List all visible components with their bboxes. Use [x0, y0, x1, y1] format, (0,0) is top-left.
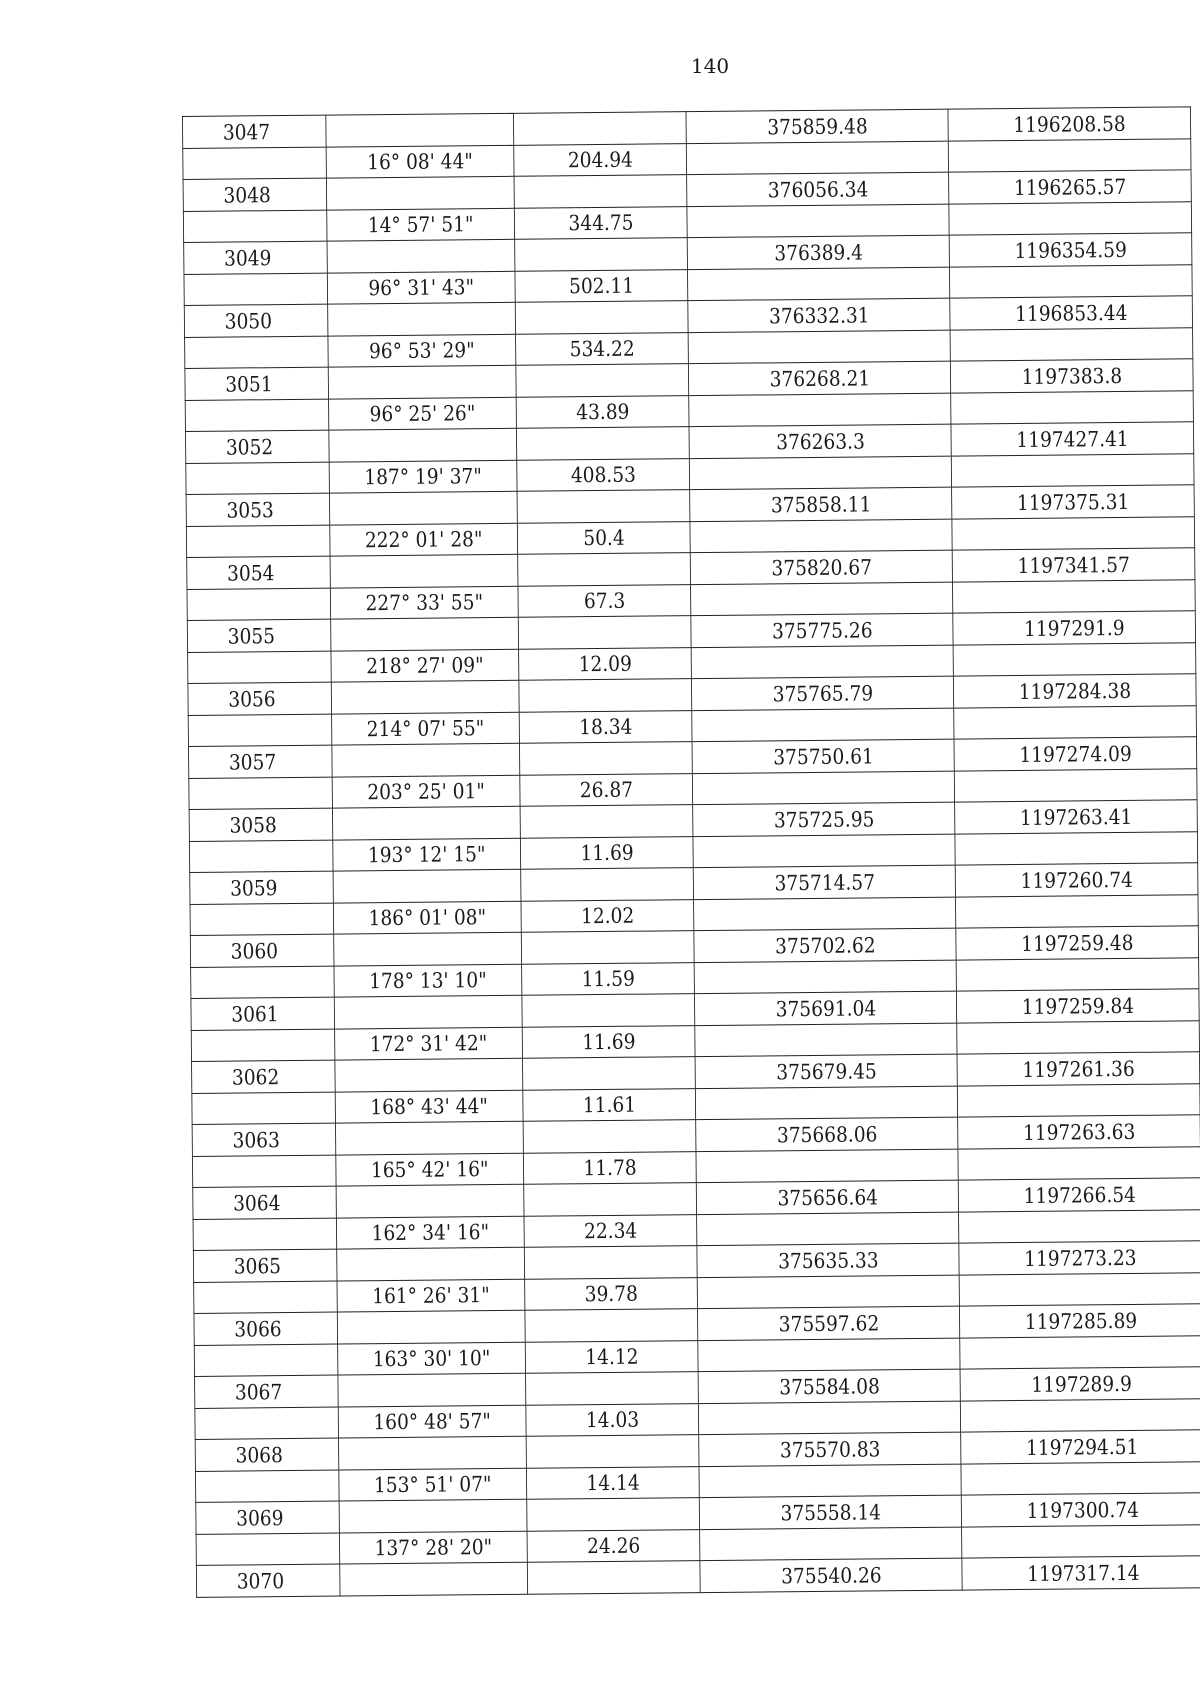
northing-cell [959, 1273, 1200, 1306]
distance-cell: 14.03 [526, 1404, 699, 1437]
station-cell: 3048 [183, 178, 327, 211]
distance-cell: 408.53 [517, 459, 690, 492]
easting-cell [696, 1149, 958, 1183]
bearing-cell: 96° 25' 26" [328, 397, 516, 430]
bearing-cell [332, 806, 520, 840]
station-cell: 3052 [185, 430, 329, 463]
bearing-cell: 96° 53' 29" [328, 334, 516, 367]
survey-table [182, 106, 1200, 1598]
easting-cell: 375702.62 [694, 928, 956, 963]
distance-cell [515, 301, 688, 335]
easting-cell: 376389.4 [688, 235, 950, 270]
easting-cell: 375691.04 [695, 991, 957, 1026]
easting-cell: 375540.26 [700, 1558, 962, 1593]
northing-cell: 1197261.36 [957, 1052, 1199, 1086]
bearing-cell [326, 176, 514, 210]
station-cell: 3068 [195, 1438, 339, 1471]
easting-cell [688, 267, 950, 301]
distance-cell: 11.69 [522, 1026, 695, 1059]
distance-cell [520, 742, 693, 776]
northing-cell: 1197274.09 [954, 737, 1196, 771]
bearing-cell: 16° 08' 44" [326, 145, 514, 178]
bearing-cell: 161° 26' 31" [337, 1279, 525, 1312]
distance-cell [523, 1057, 696, 1091]
easting-cell [700, 1527, 962, 1561]
station-cell [191, 966, 335, 998]
bearing-cell [338, 1436, 526, 1470]
northing-cell [956, 958, 1198, 991]
northing-cell: 1197317.14 [962, 1556, 1200, 1590]
northing-cell: 1197383.8 [951, 359, 1193, 393]
bearing-cell [329, 491, 517, 525]
northing-cell [958, 1147, 1200, 1180]
bearing-cell: 203° 25' 01" [332, 775, 520, 808]
easting-cell: 375570.83 [699, 1432, 961, 1467]
easting-cell [693, 834, 955, 868]
northing-cell [955, 832, 1197, 865]
easting-cell: 375656.64 [697, 1180, 959, 1215]
easting-cell [687, 141, 949, 175]
distance-cell: 14.14 [526, 1467, 699, 1500]
station-cell: 3056 [188, 682, 332, 715]
bearing-cell: 96° 31' 43" [327, 271, 515, 304]
easting-cell: 375765.79 [692, 676, 954, 711]
distance-cell [524, 1183, 697, 1217]
station-cell: 3054 [187, 556, 331, 589]
bearing-cell [335, 1058, 523, 1092]
easting-cell [696, 1086, 958, 1120]
station-cell [190, 903, 334, 935]
station-cell [185, 399, 329, 431]
easting-cell: 375635.33 [697, 1243, 959, 1278]
easting-cell: 375750.61 [692, 739, 954, 774]
easting-cell [689, 330, 951, 364]
station-cell: 3050 [184, 304, 328, 337]
northing-cell: 1197273.23 [959, 1241, 1200, 1275]
station-cell: 3062 [192, 1060, 336, 1093]
easting-cell [687, 204, 949, 238]
easting-cell: 375584.08 [698, 1369, 960, 1404]
northing-cell [960, 1336, 1200, 1369]
station-cell [189, 777, 333, 809]
distance-cell [523, 1120, 696, 1154]
station-cell [195, 1470, 339, 1502]
distance-cell: 67.3 [518, 585, 691, 618]
bearing-cell: 162° 34' 16" [336, 1216, 524, 1249]
bearing-cell [337, 1310, 525, 1344]
bearing-cell [333, 869, 521, 903]
easting-cell: 375597.62 [698, 1306, 960, 1341]
bearing-cell: 193° 12' 15" [333, 838, 521, 871]
easting-cell [693, 771, 955, 805]
northing-cell: 1197375.31 [952, 485, 1194, 519]
station-cell: 3061 [191, 997, 335, 1030]
distance-cell: 12.02 [521, 900, 694, 933]
bearing-cell: 227° 33' 55" [330, 586, 518, 619]
bearing-cell: 153° 51' 07" [339, 1468, 527, 1501]
distance-cell: 50.4 [517, 522, 690, 555]
distance-cell [527, 1561, 700, 1595]
bearing-cell [336, 1184, 524, 1218]
northing-cell: 1197260.74 [956, 863, 1198, 897]
station-cell [194, 1281, 338, 1313]
distance-cell [520, 805, 693, 839]
station-cell: 3055 [187, 619, 331, 652]
station-cell [185, 336, 329, 368]
bearing-cell [328, 365, 516, 399]
distance-cell: 24.26 [527, 1530, 700, 1563]
bearing-cell [328, 302, 516, 336]
distance-cell: 11.78 [523, 1152, 696, 1185]
station-cell [186, 462, 330, 494]
distance-cell [522, 994, 695, 1028]
distance-cell: 534.22 [516, 333, 689, 366]
distance-cell [526, 1372, 699, 1406]
bearing-cell [331, 680, 519, 714]
distance-cell: 502.11 [515, 270, 688, 303]
distance-cell [516, 364, 689, 398]
bearing-cell [339, 1499, 527, 1533]
station-cell [193, 1218, 337, 1250]
northing-cell [954, 706, 1196, 739]
easting-cell [690, 519, 952, 553]
bearing-cell [340, 1562, 528, 1596]
northing-cell [950, 328, 1192, 361]
northing-cell: 1197294.51 [961, 1430, 1200, 1464]
easting-cell [697, 1212, 959, 1246]
bearing-cell [334, 932, 522, 966]
station-cell: 3047 [182, 115, 326, 148]
bearing-cell: 178° 13' 10" [334, 964, 522, 997]
bearing-cell: 168° 43' 44" [335, 1090, 523, 1123]
bearing-cell: 172° 31' 42" [335, 1027, 523, 1060]
distance-cell: 39.78 [525, 1278, 698, 1311]
northing-cell: 1197263.63 [958, 1115, 1200, 1149]
bearing-cell [331, 617, 519, 651]
distance-cell [518, 616, 691, 650]
easting-cell: 375725.95 [693, 802, 955, 837]
easting-cell: 376268.21 [689, 361, 951, 396]
northing-cell [952, 454, 1194, 487]
station-cell [184, 273, 328, 305]
bearing-cell: 163° 30' 10" [338, 1342, 526, 1375]
northing-cell: 1196208.58 [948, 107, 1190, 141]
easting-cell: 375820.67 [691, 550, 953, 585]
bearing-cell: 187° 19' 37" [329, 460, 517, 493]
station-cell: 3067 [195, 1375, 339, 1408]
northing-cell [959, 1210, 1200, 1243]
distance-cell: 43.89 [516, 396, 689, 429]
page-number: 140 [690, 54, 730, 78]
station-cell: 3049 [184, 241, 328, 274]
bearing-cell [334, 995, 522, 1029]
easting-cell [690, 456, 952, 490]
station-cell [188, 651, 332, 683]
station-cell: 3065 [193, 1249, 337, 1282]
station-cell: 3069 [196, 1501, 340, 1534]
distance-cell: 204.94 [514, 144, 687, 177]
northing-cell: 1196354.59 [949, 233, 1191, 267]
station-cell [194, 1344, 338, 1376]
table-body [182, 107, 1200, 1598]
easting-cell [691, 582, 953, 616]
distance-cell [526, 1435, 699, 1469]
easting-cell [694, 897, 956, 931]
station-cell: 3060 [190, 934, 334, 967]
station-cell: 3059 [190, 871, 334, 904]
station-cell: 3070 [196, 1564, 340, 1597]
station-cell: 3066 [194, 1312, 338, 1345]
bearing-cell: 160° 48' 57" [338, 1405, 526, 1438]
distance-cell: 11.69 [520, 837, 693, 870]
easting-cell [692, 645, 954, 679]
easting-cell [698, 1275, 960, 1309]
distance-cell [524, 1246, 697, 1280]
distance-cell [527, 1498, 700, 1532]
northing-cell: 1197259.84 [957, 989, 1199, 1023]
station-cell: 3051 [185, 367, 329, 400]
northing-cell [958, 1084, 1200, 1117]
distance-cell: 344.75 [514, 207, 687, 240]
easting-cell: 375558.14 [700, 1495, 962, 1530]
easting-cell: 376332.31 [688, 298, 950, 333]
station-cell [191, 1029, 335, 1061]
distance-cell [519, 679, 692, 713]
bearing-cell [332, 743, 520, 777]
easting-cell [699, 1401, 961, 1435]
station-cell: 3053 [186, 493, 330, 526]
station-cell: 3063 [192, 1123, 336, 1156]
bearing-cell [327, 239, 515, 273]
northing-cell [953, 580, 1195, 613]
easting-cell: 376056.34 [687, 172, 949, 207]
distance-cell [521, 868, 694, 902]
bearing-cell [337, 1247, 525, 1281]
easting-cell: 375858.11 [690, 487, 952, 522]
distance-cell [525, 1309, 698, 1343]
distance-cell: 18.34 [519, 711, 692, 744]
station-cell [192, 1092, 336, 1124]
easting-cell: 375775.26 [691, 613, 953, 648]
bearing-cell [330, 554, 518, 588]
distance-cell [518, 553, 691, 587]
easting-cell: 375668.06 [696, 1117, 958, 1152]
station-cell [183, 210, 327, 242]
distance-cell: 14.12 [525, 1341, 698, 1374]
bearing-cell: 218° 27' 09" [331, 649, 519, 682]
easting-cell [695, 960, 957, 994]
distance-cell [513, 112, 686, 146]
northing-cell [955, 769, 1197, 802]
easting-cell [695, 1023, 957, 1057]
northing-cell: 1197266.54 [959, 1178, 1200, 1212]
northing-cell [961, 1399, 1200, 1432]
station-cell [192, 1155, 336, 1187]
easting-cell [689, 393, 951, 427]
northing-cell: 1197341.57 [953, 548, 1195, 582]
bearing-cell [335, 1121, 523, 1155]
northing-cell: 1197300.74 [962, 1493, 1200, 1527]
easting-cell: 376263.3 [689, 424, 951, 459]
station-cell [183, 147, 327, 179]
station-cell: 3058 [189, 808, 333, 841]
northing-cell: 1197427.41 [951, 422, 1193, 456]
northing-cell: 1197285.89 [960, 1304, 1200, 1338]
easting-cell: 375679.45 [695, 1054, 957, 1089]
station-cell [189, 840, 333, 872]
bearing-cell: 137° 28' 20" [339, 1531, 527, 1564]
northing-cell: 1197263.41 [955, 800, 1197, 834]
distance-cell [517, 490, 690, 524]
distance-cell: 22.34 [524, 1215, 697, 1248]
easting-cell: 375714.57 [694, 865, 956, 900]
station-cell [195, 1407, 339, 1439]
station-cell [186, 525, 330, 557]
easting-cell [692, 708, 954, 742]
northing-cell [949, 202, 1191, 235]
station-cell [187, 588, 331, 620]
northing-cell: 1197289.9 [960, 1367, 1200, 1401]
distance-cell [521, 931, 694, 965]
northing-cell: 1196265.57 [949, 170, 1191, 204]
distance-cell [515, 238, 688, 272]
distance-cell [517, 427, 690, 461]
station-cell [188, 714, 332, 746]
distance-cell: 11.59 [522, 963, 695, 996]
distance-cell: 26.87 [520, 774, 693, 807]
bearing-cell: 186° 01' 08" [333, 901, 521, 934]
northing-cell: 1197284.38 [954, 674, 1196, 708]
bearing-cell: 165° 42' 16" [336, 1153, 524, 1186]
station-cell: 3064 [193, 1186, 337, 1219]
station-cell: 3057 [188, 745, 332, 778]
easting-cell [699, 1464, 961, 1498]
bearing-cell: 14° 57' 51" [327, 208, 515, 241]
station-cell [196, 1533, 340, 1565]
northing-cell [951, 391, 1193, 424]
northing-cell [956, 895, 1198, 928]
distance-cell: 11.61 [523, 1089, 696, 1122]
northing-cell [949, 139, 1191, 172]
northing-cell [950, 265, 1192, 298]
bearing-cell: 222° 01' 28" [330, 523, 518, 556]
bearing-cell [338, 1373, 526, 1407]
distance-cell: 12.09 [519, 648, 692, 681]
easting-cell [698, 1338, 960, 1372]
northing-cell [961, 1462, 1200, 1495]
northing-cell: 1196853.44 [950, 296, 1192, 330]
bearing-cell: 214° 07' 55" [331, 712, 519, 745]
bearing-cell [326, 113, 514, 147]
northing-cell [952, 517, 1194, 550]
bearing-cell [329, 428, 517, 462]
northing-cell [953, 643, 1195, 676]
northing-cell [957, 1021, 1199, 1054]
northing-cell: 1197259.48 [956, 926, 1198, 960]
easting-cell: 375859.48 [686, 109, 948, 144]
distance-cell [514, 175, 687, 209]
northing-cell [962, 1525, 1200, 1558]
northing-cell: 1197291.9 [953, 611, 1195, 645]
